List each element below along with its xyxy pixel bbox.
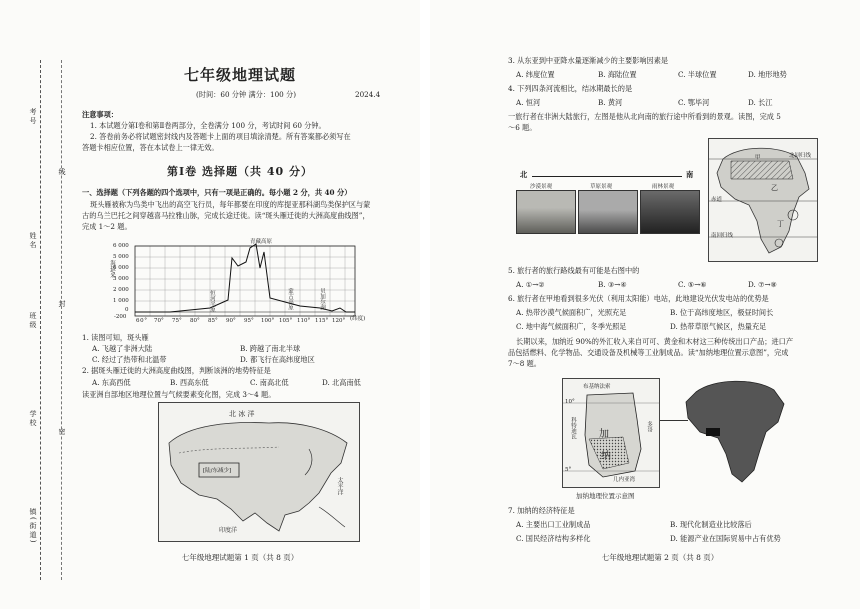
ghana-label-na: 纳 xyxy=(601,451,611,462)
q5-option-d[interactable]: D. ⑦→⑧ xyxy=(748,280,777,289)
notice-line-3: 答题卡相应位置，答在本试卷上一律无效。 xyxy=(82,143,219,152)
section-title: 第Ⅰ卷 选择题（共 40 分） xyxy=(167,165,313,178)
chart-x-tick: 120° xyxy=(332,318,346,324)
notice-heading: 注意事项： xyxy=(82,110,118,119)
chart-x-tick: 70° xyxy=(154,318,164,324)
binding-label-kaohao: 考号 xyxy=(29,108,37,126)
chart-x-tick: 85° xyxy=(208,318,218,324)
notice-line-1: 1. 本试题分第Ⅰ卷和第Ⅱ卷两部分，全卷满分 100 分，考试时间 60 分钟。 xyxy=(90,121,326,130)
q7-option-d[interactable]: D. 能源产业在国际贸易中占有优势 xyxy=(670,534,781,543)
exam-date: 2024.4 xyxy=(355,90,381,99)
chart-y-tick: 3 000 xyxy=(113,276,129,282)
photo-label-desert: 沙漠景观 xyxy=(530,184,553,190)
q2-option-c[interactable]: C. 南高北低 xyxy=(250,378,289,387)
q1-option-d[interactable]: D. 都飞行在高纬度地区 xyxy=(240,355,315,364)
q1-option-c[interactable]: C. 经过了热带和北温带 xyxy=(92,355,167,364)
notice-line-2: 2. 答卷前务必将试题密封线内及答题卡上面的项目填涂清楚。所有答案都必须写在 xyxy=(90,132,351,141)
chart-place-label: 贝加尔湖 xyxy=(319,288,325,310)
chart-x-tick: 105° xyxy=(279,318,293,324)
exam-subtitle: (时间：60 分钟 满分：100 分) xyxy=(196,90,297,99)
q4-option-b[interactable]: B. 黄河 xyxy=(598,98,623,107)
passage-3-line-2: ～6 题。 xyxy=(508,123,537,132)
africa-inset-map xyxy=(680,374,790,486)
chart-x-tick: 90° xyxy=(226,318,236,324)
ghana-label-gulf: 几内亚湾 xyxy=(613,477,636,483)
q6-option-c[interactable]: C. 地中海气候面积广，冬季光照足 xyxy=(516,322,627,331)
africa-label-tropic-n: 北回归线 xyxy=(789,153,812,159)
q5-option-a[interactable]: A. ①→② xyxy=(516,280,545,289)
q4-option-a[interactable]: A. 恒河 xyxy=(516,98,541,107)
photo-label-rainforest: 雨林景观 xyxy=(652,184,675,190)
q7-option-b[interactable]: B. 现代化制造业比较落后 xyxy=(670,520,752,529)
ghana-label-lat5: 5° xyxy=(565,467,572,473)
savanna-photo xyxy=(578,190,638,234)
chart-peak-label: 青藏高原 xyxy=(250,239,273,245)
passage-4-line-2: 品包括燃料、化学物品、交通设备及机械等工业制成品。读“加纳地理位置示意图”，完成 xyxy=(508,348,789,357)
ghana-label-lat10: 10° xyxy=(565,399,575,405)
seal-mark-xian: 线 xyxy=(58,168,66,177)
africa-label-jia: 甲 xyxy=(755,155,761,161)
q1-option-a[interactable]: A. 飞越了非洲大陆 xyxy=(92,344,153,353)
chart-place-label: 蒙古高原 xyxy=(287,288,293,310)
passage-2: 读亚洲自部地区地理位置与气候要素变化图，完成 3～4 题。 xyxy=(82,390,276,399)
passage-4-line-1: 长期以来，加纳近 90%的外汇收入来自可可、黄金和木材这三种传统出口产品；进口产 xyxy=(516,337,794,346)
map-label-box: [陆/东减少] xyxy=(203,468,232,474)
chart-y-tick: 4 000 xyxy=(113,265,129,271)
altitude-profile-chart xyxy=(110,238,372,328)
map-label-pacific: 太平洋 xyxy=(336,477,343,495)
chart-y-tick: -200 xyxy=(114,314,127,320)
rainforest-photo xyxy=(640,190,700,234)
seal-mark-feng: 封 xyxy=(58,300,66,309)
binding-label-xingming: 姓名 xyxy=(29,232,37,250)
seal-mark-mi: 密 xyxy=(58,428,66,437)
passage-1-line-2: 古的乌兰巴托之间穿越喜马拉雅山脉，完成长途迁徙。读“斑头雁迁徙的大洲高度曲线图”， xyxy=(82,211,370,220)
question-6: 6. 旅行者在甲地看到很多光伏（利用太阳能）电站，此地建设光伏发电站的优势是 xyxy=(508,294,769,303)
binding-label-zhen: 镇(街道) xyxy=(29,508,37,545)
q3-option-a[interactable]: A. 纬度位置 xyxy=(516,70,555,79)
exam-title: 七年级地理试题 xyxy=(183,66,296,84)
q1-option-b[interactable]: B. 跨越了南北半球 xyxy=(240,344,301,353)
chart-x-tick: 80° xyxy=(190,318,200,324)
strip-south-label: 南 xyxy=(686,170,694,179)
seal-line xyxy=(40,60,41,580)
chart-y-axis-label: 海拔/米 xyxy=(109,260,115,279)
q3-option-d[interactable]: D. 地形地势 xyxy=(748,70,787,79)
seal-line-inner xyxy=(61,60,62,580)
question-1: 1. 读图可知，斑头雁 xyxy=(82,333,149,342)
page-footer-2: 七年级地理试题第 2 页（共 8 页） xyxy=(601,553,719,562)
chart-y-tick: 5 000 xyxy=(113,254,129,260)
q6-option-b[interactable]: B. 位于高纬度地区，极昼时间长 xyxy=(670,308,774,317)
north-south-arrow xyxy=(532,176,682,177)
ghana-label-togo: 多哥 xyxy=(646,421,652,432)
exam-page-2 xyxy=(430,0,860,609)
map-label-indian: 印度洋 xyxy=(219,527,238,534)
q6-option-a[interactable]: A. 热带沙漠气候面积广，光照充足 xyxy=(516,308,627,317)
africa-label-yi: 乙 xyxy=(771,184,778,192)
ghana-label-burkina: 布基纳法索 xyxy=(583,384,611,390)
chart-x-tick: 60° xyxy=(136,318,148,324)
exam-page-1 xyxy=(0,0,420,609)
question-intro: 一、选择题（下列各题的四个选项中，只有一项是正确的。每小题 2 分，共 40 分） xyxy=(82,188,352,197)
question-2: 2. 据斑头雁迁徙的大洲高度曲线图，判断该洲的地势特征是 xyxy=(82,366,271,375)
chart-x-tick: 100° xyxy=(261,318,275,324)
passage-3-line-1: 一旅行者在非洲大陆旅行，左图是他从北向南的旅行途中所看到的景观。读图，完成 5 xyxy=(508,112,781,121)
africa-label-tropic-s: 南回归线 xyxy=(711,233,734,239)
ghana-map xyxy=(562,378,660,488)
chart-place-label: 恒河平原 xyxy=(209,290,215,312)
question-5: 5. 旅行者的旅行路线最有可能是右图中的 xyxy=(508,266,640,275)
ghana-label-jia: 加 xyxy=(599,429,609,440)
q5-option-c[interactable]: C. ⑤→⑥ xyxy=(678,280,707,289)
q7-option-c[interactable]: C. 国民经济结构多样化 xyxy=(516,534,591,543)
binding-label-xuexiao: 学校 xyxy=(29,410,37,428)
chart-y-tick: 0 xyxy=(125,307,129,313)
chart-x-tick: 75° xyxy=(172,318,182,324)
q4-option-d[interactable]: D. 长江 xyxy=(748,98,773,107)
q4-option-c[interactable]: C. 鄂毕河 xyxy=(678,98,710,107)
q5-option-b[interactable]: B. ③→④ xyxy=(598,280,627,289)
chart-x-tick: 115° xyxy=(315,318,329,324)
q2-option-d[interactable]: D. 北高南低 xyxy=(322,378,361,387)
passage-1-line-1: 斑头雁被称为鸟类中飞出的高空飞行员，每年都要在印度的库提亚那科湖鸟类保护区与蒙 xyxy=(90,200,371,209)
chart-y-tick: 2 000 xyxy=(113,287,129,293)
asia-map xyxy=(158,402,360,542)
question-3: 3. 从东亚到中亚降水量逐渐减少的主要影响因素是 xyxy=(508,56,669,65)
q3-option-c[interactable]: C. 半球位置 xyxy=(678,70,717,79)
chart-x-end-label: (纬度) xyxy=(350,316,366,322)
q3-option-b[interactable]: B. 海陆位置 xyxy=(598,70,637,79)
africa-map xyxy=(708,138,818,262)
map-label-arctic: 北 冰 洋 xyxy=(229,410,255,418)
chart-x-tick: 95° xyxy=(244,318,254,324)
africa-label-equator: 赤道 xyxy=(711,197,723,203)
chart-x-tick: 110° xyxy=(297,318,311,324)
passage-4-line-3: 7～8 题。 xyxy=(508,359,541,368)
q6-option-d[interactable]: D. 热带草原气候区，热量充足 xyxy=(670,322,767,331)
strip-north-label: 北 xyxy=(520,170,528,179)
desert-photo xyxy=(516,190,576,234)
question-4: 4. 下列四条河流相比，结冰期最长的是 xyxy=(508,84,633,93)
africa-label-ding: 丁 xyxy=(777,220,784,228)
q7-option-a[interactable]: A. 主要出口工业制成品 xyxy=(516,520,591,529)
ghana-map-caption: 加纳地理位置示意图 xyxy=(576,492,635,500)
chart-y-tick: 1 000 xyxy=(113,298,129,304)
page-footer-1: 七年级地理试题第 1 页（共 8 页） xyxy=(181,553,299,562)
binding-label-banji: 班级 xyxy=(29,312,37,330)
q2-option-b[interactable]: B. 西高东低 xyxy=(170,378,209,387)
q2-option-a[interactable]: A. 东高西低 xyxy=(92,378,131,387)
chart-y-tick: 6 000 xyxy=(113,243,129,249)
photo-label-savanna: 草原景观 xyxy=(590,184,613,190)
ghana-label-ivory: 科特迪瓦 xyxy=(570,417,576,439)
question-7: 7. 加纳的经济特征是 xyxy=(508,506,575,515)
passage-1-line-3: 完成 1～2 题。 xyxy=(82,222,132,231)
